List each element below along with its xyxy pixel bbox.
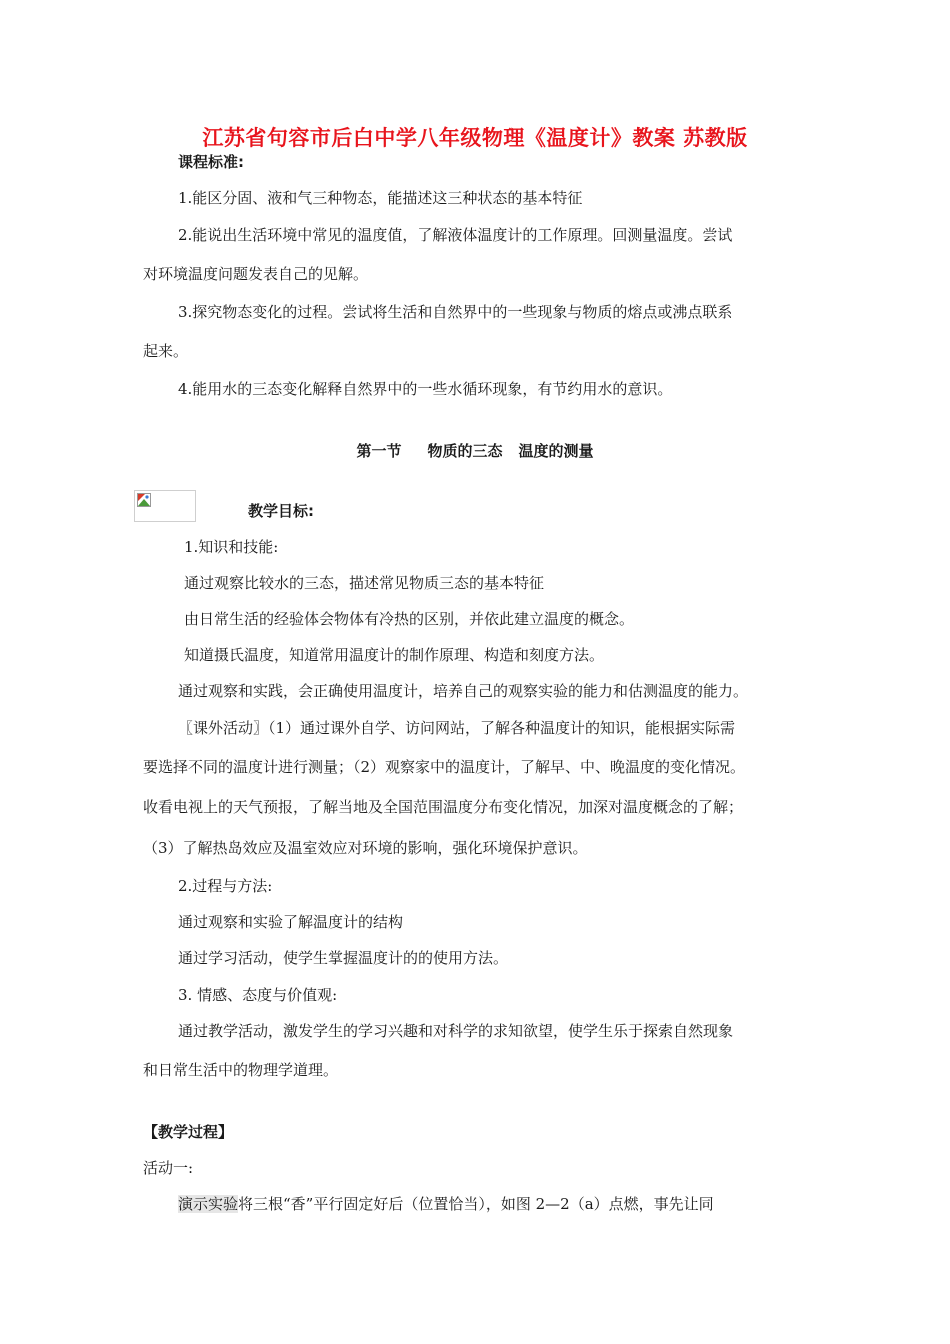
attitude-item: 和日常生活中的物理学道理。: [143, 1061, 339, 1079]
activity-line: （3）了解热岛效应及温室效应对环境的影响，强化环境保护意识。: [143, 839, 588, 857]
attitude-item: 通过教学活动，激发学生的学习兴趣和对科学的求知欲望，使学生乐于探索自然现象: [178, 1022, 734, 1040]
section-topic: 物质的三态: [427, 442, 503, 460]
curriculum-item: 对环境温度问题发表自己的见解。: [143, 265, 369, 283]
activity-one-label: 活动一:: [143, 1159, 194, 1177]
knowledge-item: 通过观察和实践，会正确使用温度计，培养自己的观察实验的能力和估测温度的能力。: [178, 682, 749, 700]
section-subtopic: 温度的测量: [518, 442, 594, 460]
curriculum-item: 2.能说出生活环境中常见的温度值，了解液体温度计的工作原理。回测量温度。尝试: [178, 226, 733, 244]
section-number: 第一节: [356, 442, 402, 460]
curriculum-item: 3.探究物态变化的过程。尝试将生活和自然界中的一些现象与物质的熔点或沸点联系: [178, 303, 733, 321]
demo-paragraph: [178, 1194, 714, 1214]
section-heading: [0, 440, 950, 461]
demo-text: 将三根“香”平行固定好后（位置恰当），如图 2—2（a）点燃，事先让同: [238, 1195, 714, 1213]
knowledge-item: 知道摄氏温度，知道常用温度计的制作原理、构造和刻度方法。: [184, 646, 605, 664]
curriculum-item: 起来。: [143, 342, 189, 360]
knowledge-label: 1.知识和技能:: [184, 538, 279, 556]
curriculum-item: 1.能区分固、液和气三种物态，能描述这三种状态的基本特征: [178, 189, 583, 207]
broken-image-placeholder: [134, 490, 196, 522]
goals-label: 教学目标:: [248, 502, 314, 520]
attitude-label: 3. 情感、态度与价值观:: [178, 986, 338, 1004]
activity-line: 〖课外活动〗（1）通过课外自学、访问网站，了解各种温度计的知识，能根据实际需: [178, 719, 736, 737]
process-label: 2.过程与方法:: [178, 877, 273, 895]
activity-line: 收看电视上的天气预报，了解当地及全国范围温度分布变化情况，加深对温度概念的了解；: [143, 798, 744, 816]
demo-highlight: 演示实验: [178, 1195, 239, 1213]
document-title: 江苏省句容市后白中学八年级物理《温度计》教案 苏教版: [202, 126, 748, 150]
knowledge-item: 通过观察比较水的三态，描述常见物质三态的基本特征: [184, 574, 545, 592]
curriculum-item: 4.能用水的三态变化解释自然界中的一些水循环现象，有节约用水的意识。: [178, 380, 673, 398]
broken-image-icon: [137, 493, 151, 507]
curriculum-label: 课程标准:: [178, 153, 244, 171]
knowledge-item: 由日常生活的经验体会物体有冷热的区别，并依此建立温度的概念。: [184, 610, 635, 628]
teaching-process-label: 【教学过程】: [143, 1123, 234, 1141]
process-item: 通过学习活动，使学生掌握温度计的的使用方法。: [178, 949, 509, 967]
process-item: 通过观察和实验了解温度计的结构: [178, 913, 404, 931]
activity-line: 要选择不同的温度计进行测量；（2）观察家中的温度计，了解早、中、晚温度的变化情况。: [143, 758, 746, 776]
